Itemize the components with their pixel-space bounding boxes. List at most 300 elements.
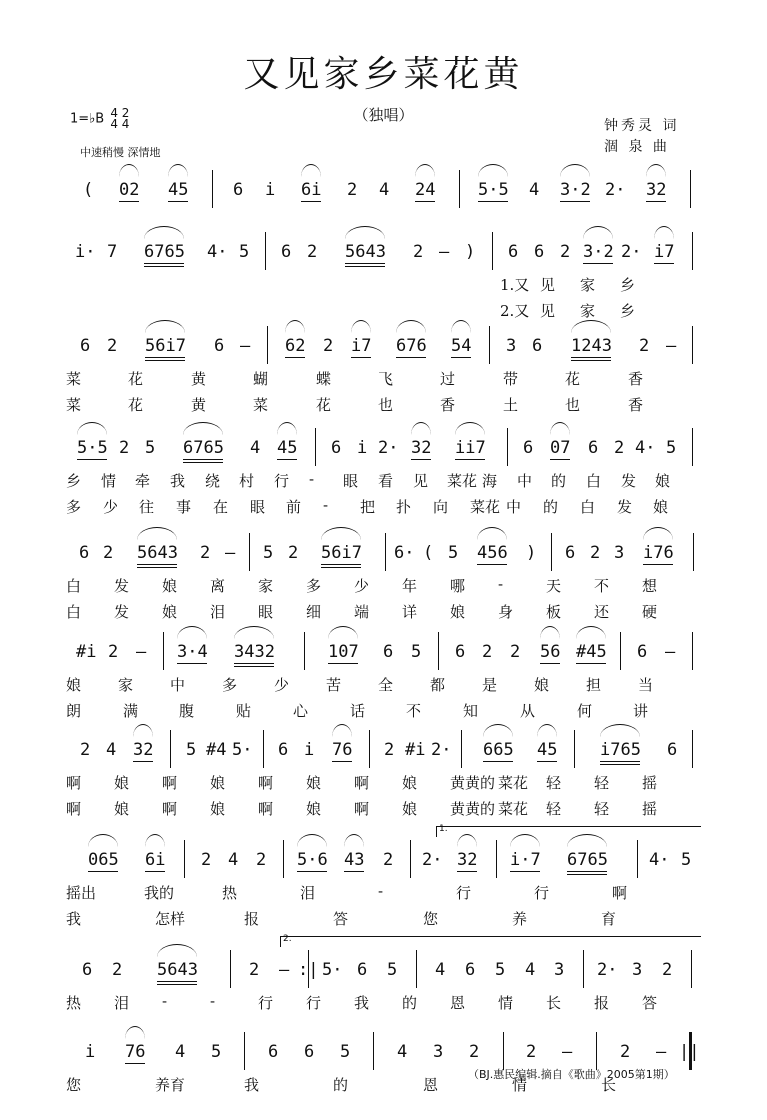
lyric-syllable: 恩 bbox=[450, 994, 466, 1012]
lyric-syllable: 蝴 bbox=[253, 370, 269, 388]
lyric-syllable: 也 bbox=[565, 396, 581, 414]
barline bbox=[459, 170, 460, 208]
lyric-syllable: 的 bbox=[551, 472, 567, 490]
lyric-syllable: 轻 bbox=[546, 800, 562, 818]
slur bbox=[157, 944, 197, 957]
note: i765 bbox=[600, 740, 641, 760]
lyric-syllable: 在 bbox=[213, 498, 229, 516]
lyric-syllable: 土 bbox=[503, 396, 519, 414]
note: 6 bbox=[278, 740, 289, 760]
lyric-syllable: 您 bbox=[66, 1076, 82, 1094]
lyric-syllable: 家 bbox=[580, 276, 596, 294]
note: ii7 bbox=[455, 438, 486, 458]
note: 5 bbox=[448, 543, 459, 563]
song-subtitle: （独唱） bbox=[353, 106, 414, 124]
lyric-syllable: 泪 bbox=[114, 994, 130, 1012]
lyric-syllable: 何 bbox=[577, 702, 593, 720]
note: 3432 bbox=[234, 642, 275, 662]
lyric-syllable: 想 bbox=[642, 577, 658, 595]
note: 3·4 bbox=[177, 642, 208, 662]
note: 62 bbox=[285, 336, 306, 356]
lyric-syllable: 花 bbox=[128, 396, 144, 414]
lyric-syllable: 娘 bbox=[402, 774, 418, 792]
note: 5 bbox=[211, 1042, 222, 1062]
slur bbox=[328, 626, 358, 639]
repeat-sign: || bbox=[679, 1042, 700, 1062]
lyric-syllable: - bbox=[162, 992, 168, 1010]
note: ( bbox=[83, 180, 94, 200]
beam-underline bbox=[119, 201, 139, 202]
lyric-syllable: 不 bbox=[594, 577, 610, 595]
note: 2· bbox=[597, 960, 618, 980]
lyric-syllable: 眼 bbox=[250, 498, 266, 516]
barline bbox=[596, 1032, 597, 1070]
slur bbox=[537, 724, 557, 737]
beam-underline bbox=[451, 357, 471, 358]
note: 6 bbox=[82, 960, 93, 980]
beam-underline bbox=[567, 871, 607, 872]
lyric-syllable: 黄 bbox=[191, 396, 207, 414]
beam-underline bbox=[345, 266, 385, 267]
note: 2 bbox=[201, 850, 212, 870]
barline bbox=[496, 840, 497, 878]
lyric-syllable: 我 bbox=[244, 1076, 260, 1094]
lyric-syllable: 娘 bbox=[306, 774, 322, 792]
note: 4 bbox=[106, 740, 117, 760]
barline bbox=[692, 326, 693, 364]
beam-underline bbox=[345, 263, 385, 264]
lyric-syllable: 我 bbox=[170, 472, 186, 490]
lyric-syllable: 发 bbox=[617, 498, 633, 516]
lyric-syllable: 娘 bbox=[210, 774, 226, 792]
lyric-syllable: 中 bbox=[517, 472, 533, 490]
lyric-syllable: 怎样 bbox=[155, 910, 186, 928]
lyric-syllable: 少 bbox=[354, 577, 370, 595]
slur bbox=[411, 422, 431, 435]
lyric-syllable: 娘 bbox=[655, 472, 671, 490]
barline bbox=[620, 632, 621, 670]
slur bbox=[168, 164, 188, 177]
beam-underline bbox=[328, 663, 358, 664]
note: #i bbox=[76, 642, 97, 662]
lyric-syllable: 菜 bbox=[66, 396, 82, 414]
slur bbox=[285, 320, 305, 333]
lyricist-credit: 钟秀灵 词 bbox=[604, 118, 680, 134]
slur bbox=[571, 320, 611, 333]
slur bbox=[583, 226, 613, 239]
slur bbox=[145, 320, 185, 333]
slur bbox=[277, 422, 297, 435]
barline bbox=[692, 730, 693, 768]
source-note: （BJ.惠民编辑.摘自《歌曲》2005第1期） bbox=[468, 1068, 675, 1081]
beam-underline bbox=[550, 459, 570, 460]
lyric-syllable: 前 bbox=[286, 498, 302, 516]
note: 5 bbox=[411, 642, 422, 662]
barline bbox=[551, 533, 552, 571]
beam-underline bbox=[77, 459, 107, 460]
lyric-syllable: 是 bbox=[482, 676, 498, 694]
beam-underline bbox=[537, 761, 557, 762]
note: 4 bbox=[435, 960, 446, 980]
note: 43 bbox=[344, 850, 365, 870]
beam-underline bbox=[567, 874, 607, 875]
beam-underline bbox=[145, 871, 165, 872]
tempo-marking: 中速稍慢 深情地 bbox=[80, 146, 161, 159]
note: 2 bbox=[119, 438, 130, 458]
lyric-syllable: 见 bbox=[413, 472, 429, 490]
lyric-syllable: 娘 bbox=[114, 800, 130, 818]
note: 6 bbox=[357, 960, 368, 980]
lyric-syllable: 板 bbox=[546, 603, 562, 621]
lyric-syllable: 全 bbox=[378, 676, 394, 694]
lyric-syllable: 家 bbox=[580, 302, 596, 320]
note: 2 bbox=[80, 740, 91, 760]
note: i bbox=[85, 1042, 96, 1062]
slur bbox=[177, 626, 207, 639]
note: 6 bbox=[331, 438, 342, 458]
note: 6 bbox=[281, 242, 292, 262]
note: 2 bbox=[384, 740, 395, 760]
note: 5·5 bbox=[77, 438, 108, 458]
barline bbox=[170, 730, 171, 768]
lyric-syllable: 啊 bbox=[354, 800, 370, 818]
beam-underline bbox=[457, 871, 477, 872]
lyric-syllable: 行 bbox=[274, 472, 290, 490]
slur bbox=[125, 1026, 145, 1039]
note: 2 bbox=[560, 242, 571, 262]
lyric-syllable: 长 bbox=[546, 994, 562, 1012]
barline bbox=[507, 428, 508, 466]
slur bbox=[576, 626, 606, 639]
beam-underline bbox=[571, 360, 611, 361]
note: i·7 bbox=[510, 850, 541, 870]
barline bbox=[163, 632, 164, 670]
beam-underline bbox=[332, 761, 352, 762]
lyric-syllable: 情 bbox=[498, 994, 514, 1012]
note: 6 bbox=[80, 336, 91, 356]
lyric-syllable: 硬 bbox=[642, 603, 658, 621]
slur bbox=[119, 164, 139, 177]
slur bbox=[654, 226, 674, 239]
beam-underline bbox=[351, 357, 371, 358]
lyric-syllable: 行 bbox=[306, 994, 322, 1012]
note: 32 bbox=[646, 180, 667, 200]
beam-underline bbox=[234, 666, 274, 667]
note: 45 bbox=[168, 180, 189, 200]
lyric-syllable: 2.又 bbox=[500, 302, 530, 320]
lyric-syllable: 菜 bbox=[66, 370, 82, 388]
beam-underline bbox=[157, 984, 197, 985]
note: 6· bbox=[394, 543, 415, 563]
lyric-syllable: 端 bbox=[354, 603, 370, 621]
lyric-syllable: 见 bbox=[540, 302, 556, 320]
note: 2 bbox=[307, 242, 318, 262]
slur bbox=[77, 422, 107, 435]
note: 3 bbox=[554, 960, 565, 980]
beam-underline bbox=[88, 871, 118, 872]
lyric-syllable: - bbox=[309, 470, 315, 488]
barline bbox=[263, 730, 264, 768]
slur bbox=[540, 626, 560, 639]
note: 6 bbox=[79, 543, 90, 563]
lyric-syllable: 把 bbox=[360, 498, 376, 516]
note: – bbox=[665, 642, 676, 662]
beam-underline bbox=[137, 567, 177, 568]
note: 2 bbox=[614, 438, 625, 458]
note: #4 bbox=[206, 740, 227, 760]
lyric-syllable: 轻 bbox=[594, 800, 610, 818]
note: 45 bbox=[277, 438, 298, 458]
note: – bbox=[656, 1042, 667, 1062]
barline bbox=[244, 1032, 245, 1070]
lyric-syllable: 的 bbox=[543, 498, 559, 516]
song-title: 又见家乡菜花黄 bbox=[243, 54, 524, 95]
note: 5 bbox=[263, 543, 274, 563]
lyric-syllable: 育 bbox=[601, 910, 617, 928]
barline bbox=[690, 170, 691, 208]
composer-credit: 涸 泉 曲 bbox=[604, 139, 670, 155]
slur bbox=[344, 834, 364, 847]
beam-underline bbox=[144, 263, 184, 264]
note: 2 bbox=[200, 543, 211, 563]
note: 5·5 bbox=[478, 180, 509, 200]
lyric-syllable: 娘 bbox=[653, 498, 669, 516]
note: 1243 bbox=[571, 336, 612, 356]
lyric-syllable: 菜花 bbox=[498, 800, 529, 818]
lyric-syllable: 情 bbox=[101, 472, 117, 490]
lyric-syllable: 身 bbox=[498, 603, 514, 621]
beam-underline bbox=[177, 663, 207, 664]
note: 3 bbox=[506, 336, 517, 356]
note: 5 bbox=[495, 960, 506, 980]
note: 4· bbox=[207, 242, 228, 262]
note: 6 bbox=[534, 242, 545, 262]
note: 2 bbox=[347, 180, 358, 200]
lyric-syllable: 多 bbox=[306, 577, 322, 595]
beam-underline bbox=[297, 871, 327, 872]
lyric-syllable: 当 bbox=[638, 676, 654, 694]
lyric-syllable: 家 bbox=[258, 577, 274, 595]
beam-underline bbox=[157, 981, 197, 982]
lyric-syllable: - bbox=[323, 496, 329, 514]
lyric-syllable: 热 bbox=[66, 994, 82, 1012]
note: 2 bbox=[482, 642, 493, 662]
slur bbox=[550, 422, 570, 435]
lyric-syllable: 事 bbox=[176, 498, 192, 516]
note: 6 bbox=[383, 642, 394, 662]
note: i bbox=[357, 438, 368, 458]
lyric-syllable: 摇 bbox=[642, 800, 658, 818]
beam-underline bbox=[478, 201, 508, 202]
barline bbox=[691, 950, 692, 988]
lyric-syllable: 飞 bbox=[378, 370, 394, 388]
lyric-syllable: 泪 bbox=[300, 884, 316, 902]
slur bbox=[88, 834, 118, 847]
lyric-syllable: 话 bbox=[350, 702, 366, 720]
lyric-syllable: 过 bbox=[440, 370, 456, 388]
note: 6 bbox=[455, 642, 466, 662]
lyric-syllable: 轻 bbox=[546, 774, 562, 792]
note: 32 bbox=[133, 740, 154, 760]
note: 2 bbox=[469, 1042, 480, 1062]
lyric-syllable: 往 bbox=[139, 498, 155, 516]
note: 2· bbox=[605, 180, 626, 200]
beam-underline bbox=[137, 564, 177, 565]
lyric-syllable: 家 bbox=[118, 676, 134, 694]
note: 2 bbox=[112, 960, 123, 980]
note: 4 bbox=[525, 960, 536, 980]
note: 6 bbox=[233, 180, 244, 200]
note: 4 bbox=[250, 438, 261, 458]
lyric-syllable: 摇 bbox=[642, 774, 658, 792]
note: – bbox=[136, 642, 147, 662]
note: 456 bbox=[477, 543, 508, 563]
barline bbox=[184, 840, 185, 878]
note: 4· bbox=[649, 850, 670, 870]
barline bbox=[583, 950, 584, 988]
lyric-syllable: 天 bbox=[546, 577, 562, 595]
lyric-syllable: 啊 bbox=[612, 884, 628, 902]
lyric-syllable: 眼 bbox=[343, 472, 359, 490]
beam-underline bbox=[643, 564, 673, 565]
beam-underline bbox=[560, 201, 590, 202]
note: 2 bbox=[639, 336, 650, 356]
note: 32 bbox=[457, 850, 478, 870]
lyric-syllable: 菜花 bbox=[470, 498, 501, 516]
lyric-syllable: 香 bbox=[628, 370, 644, 388]
note: 56i7 bbox=[145, 336, 186, 356]
lyric-syllable: 黄 bbox=[191, 370, 207, 388]
lyric-syllable: 细 bbox=[306, 603, 322, 621]
note: i bbox=[304, 740, 315, 760]
lyric-syllable: 啊 bbox=[66, 774, 82, 792]
slur bbox=[483, 724, 513, 737]
note: 2 bbox=[103, 543, 114, 563]
beam-underline bbox=[600, 764, 640, 765]
lyric-syllable: 村 bbox=[239, 472, 255, 490]
lyric-syllable: 我 bbox=[354, 994, 370, 1012]
beam-underline bbox=[144, 266, 184, 267]
note: 5643 bbox=[345, 242, 386, 262]
lyric-syllable: 香 bbox=[440, 396, 456, 414]
lyric-syllable: 黄黄的 bbox=[450, 774, 496, 792]
slur bbox=[144, 226, 184, 239]
lyric-syllable: 发 bbox=[621, 472, 637, 490]
beam-underline bbox=[396, 357, 426, 358]
beam-underline bbox=[576, 663, 606, 664]
lyric-syllable: 都 bbox=[430, 676, 446, 694]
slur bbox=[455, 422, 485, 435]
lyric-syllable: 我的 bbox=[144, 884, 175, 902]
slur bbox=[345, 226, 385, 239]
note: 3 bbox=[632, 960, 643, 980]
beam-underline bbox=[125, 1063, 145, 1064]
lyric-syllable: 娘 bbox=[162, 577, 178, 595]
barline bbox=[693, 533, 694, 571]
lyric-syllable: 热 bbox=[222, 884, 238, 902]
lyric-syllable: 娘 bbox=[210, 800, 226, 818]
lyric-syllable: 还 bbox=[594, 603, 610, 621]
lyric-syllable: 乡 bbox=[66, 472, 82, 490]
lyric-syllable: 情 bbox=[512, 1076, 528, 1094]
note: 6 bbox=[637, 642, 648, 662]
lyric-syllable: 乡 bbox=[620, 302, 636, 320]
lyric-syllable: 少 bbox=[103, 498, 119, 516]
slur bbox=[301, 164, 321, 177]
lyric-syllable: 我 bbox=[66, 910, 82, 928]
lyric-syllable: 娘 bbox=[534, 676, 550, 694]
note: 4 bbox=[397, 1042, 408, 1062]
beam-underline bbox=[540, 663, 560, 664]
note: 6765 bbox=[144, 242, 185, 262]
note: 2 bbox=[288, 543, 299, 563]
note: #i bbox=[405, 740, 426, 760]
note: 3·2 bbox=[583, 242, 614, 262]
note: 6i bbox=[301, 180, 322, 200]
note: 6765 bbox=[183, 438, 224, 458]
beam-underline bbox=[510, 871, 540, 872]
barline bbox=[385, 533, 386, 571]
repeat-sign: :| bbox=[298, 960, 319, 980]
note: 2 bbox=[590, 543, 601, 563]
slur bbox=[297, 834, 327, 847]
note: 2· bbox=[378, 438, 399, 458]
lyric-syllable: 娘 bbox=[450, 603, 466, 621]
lyric-syllable: 的 bbox=[333, 1076, 349, 1094]
note: 4 bbox=[175, 1042, 186, 1062]
beam-underline bbox=[654, 263, 674, 264]
barline bbox=[692, 232, 693, 270]
lyric-syllable: 离 bbox=[210, 577, 226, 595]
slur bbox=[646, 164, 666, 177]
note: 6 bbox=[304, 1042, 315, 1062]
slur bbox=[477, 527, 507, 540]
lyric-syllable: 牵 bbox=[135, 472, 151, 490]
note: 2· bbox=[431, 740, 452, 760]
lyric-syllable: 行 bbox=[456, 884, 472, 902]
barline bbox=[410, 840, 411, 878]
lyric-syllable: 少 bbox=[274, 676, 290, 694]
beam-underline bbox=[133, 761, 153, 762]
note: 2 bbox=[413, 242, 424, 262]
note: 4 bbox=[379, 180, 390, 200]
slur bbox=[643, 527, 673, 540]
note: ) bbox=[465, 242, 476, 262]
key-label: 1=♭B bbox=[70, 111, 105, 127]
lyric-syllable: 1.又 bbox=[500, 276, 530, 294]
note: 5 bbox=[186, 740, 197, 760]
lyric-syllable: 答 bbox=[642, 994, 658, 1012]
slur bbox=[133, 724, 153, 737]
note: 5· bbox=[322, 960, 343, 980]
barline bbox=[461, 730, 462, 768]
lyric-syllable: 知 bbox=[463, 702, 479, 720]
note: 665 bbox=[483, 740, 514, 760]
beam-underline bbox=[455, 459, 485, 460]
note: 4· bbox=[635, 438, 656, 458]
beam-underline bbox=[411, 459, 431, 460]
lyric-syllable: 扑 bbox=[396, 498, 412, 516]
note: 5· bbox=[232, 740, 253, 760]
lyric-syllable: 长 bbox=[601, 1076, 617, 1094]
slur bbox=[451, 320, 471, 333]
note: 5 bbox=[681, 850, 692, 870]
lyric-syllable: 向 bbox=[433, 498, 449, 516]
note: 6 bbox=[532, 336, 543, 356]
lyric-syllable: 香 bbox=[628, 396, 644, 414]
lyric-syllable: 啊 bbox=[258, 774, 274, 792]
note: 6i bbox=[145, 850, 166, 870]
